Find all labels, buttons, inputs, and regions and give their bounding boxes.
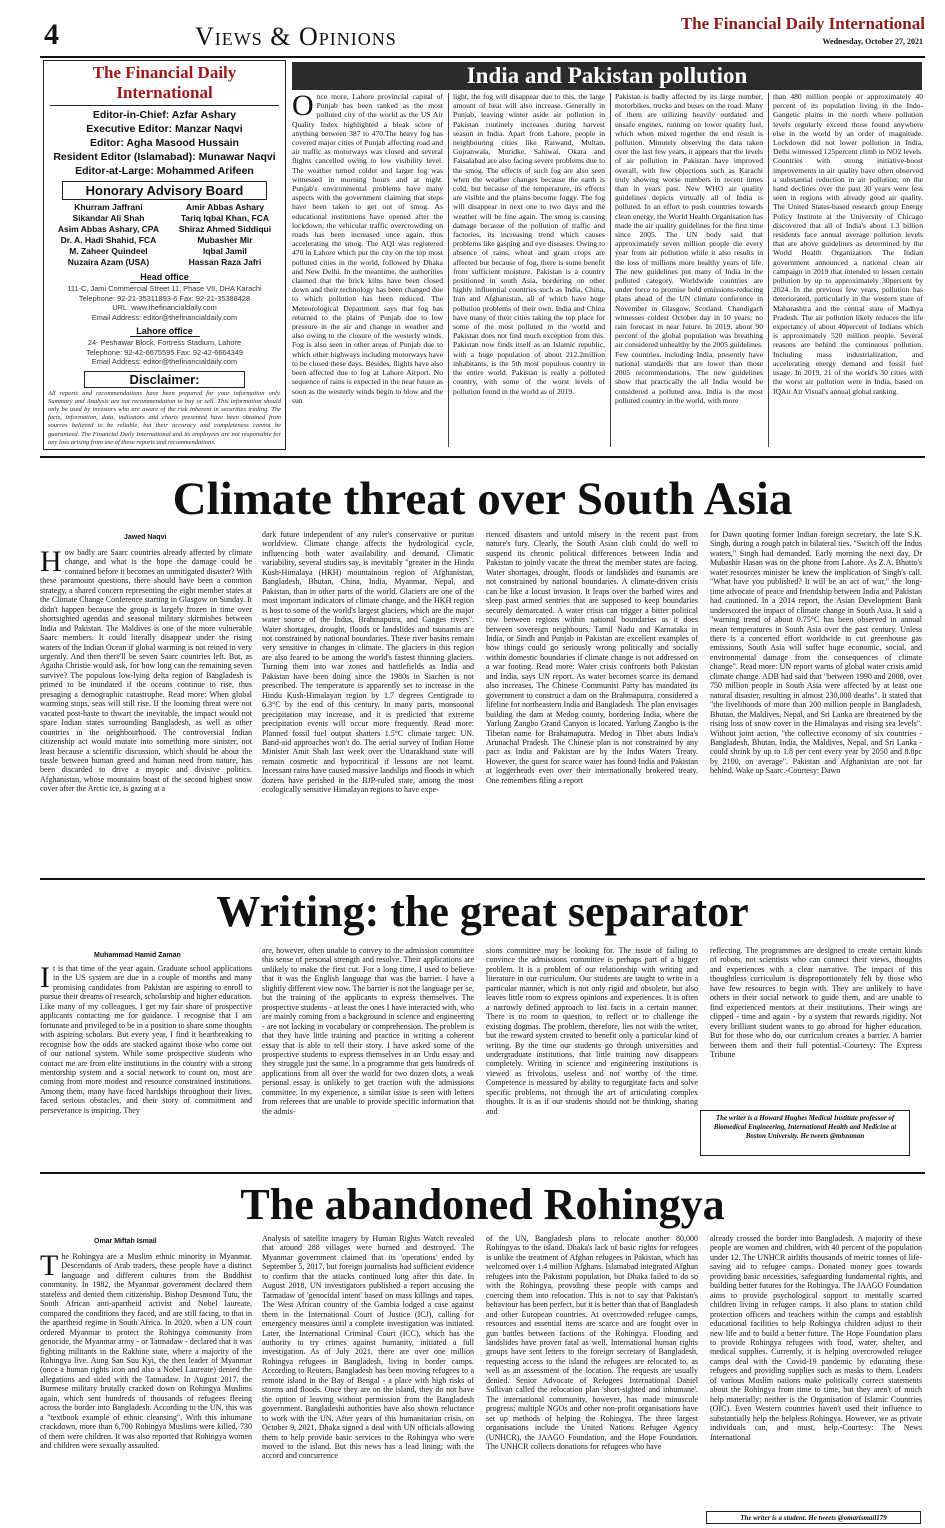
masthead-box [43, 60, 286, 450]
issue-date: Wednesday, October 27, 2021 [822, 37, 923, 46]
column-text: he Rohingya are a Muslim ethnic minority in Myanmar. Descendants of Arab traders, these people have a distinct language and different cultures from the Buddhist community. In 1982, the Myanmar government declared them stateless and denied them citizenship. Bishop Desmond Tutu, the South African anti-apartheid activist and Nobel laureate, compared the conditions they faced, and are still facing, to that in the apartheid regime in South Africa. In 2020, when a UN court ordered Myanmar to protect the Rohingya community from genocide, the Myanmar army - or Tatmadaw - declared that it was fighting militants in the Rakhine state, where a majority of the Rohingya live. Aung San Suu Kyi, the then leader of Myanmar (once a human rights icon and also a Nobel Laureate) denied the allegations and sided with the Tatmadaw. In August 2017, the Burmese military brutally cracked down on Rohingya Muslims again, which sent hundreds of thousands of refugees fleeing across the border into Bangladesh. According to the UN, this was a "textbook example of ethnic cleansing". With this inhumane crackdown, more than 6,700 Rohingya Muslims were killed, 730 of them were children. It was also reported that Rohingya women and children were sexually assaulted. [40, 1252, 252, 1451]
climate-column-1 [40, 548, 252, 870]
advisory-right-col [179, 202, 271, 268]
column-divider [768, 93, 769, 447]
climate-column-3: rienced disasters and untold misery in the recent past from nature's fury. Clearly, the South Asian club could do well to suspend its chronic political differences between India and Pakistan to jointly vacate the threat the member states are facing. Water shortages, drought, floods or landslides and tsunamis are not constrained by national boundaries. A climate-driven crisis can be like a locust invasion. It leaps over the barbed wires and sleep past armed sentries that are supposed to keep boundaries securely demarcated. A water crisis can trigger a bitter political row between regions within national boundaries as it does between sovereign neighbours. Tamil Nadu and Karnataka in India, or Sindh and Punjab in Pakistan are excellent examples of how things could go seriously wrong politically and socially within domestic boundaries if climate change is not addressed on a war footing. Read more: Water crisis confronts both Pakistan and India, says UN report. As water becomes scarce its demand also increases. The Chinese Communist Party has mandated its government to construct a dam on the Brahmaputra, considered a lifeline for northeastern India and Bangladesh. The plan envisages building the dam at Medog county, bordering India, where the Yarlung Zangbo Grand Canyon is located. Yarlung Zangbo is the Tibetan name for Brahamaputra. Medog in Tibet abuts India's Arunachal Pradesh. The Chinese plan is not constrained by any pact as India and Pakistan are by the Indus Waters Treaty. However, the quest for scarce water has found India and Pakistan at loggerheads even over their internationally brokered treaty. One remembers filing a report [486, 530, 698, 785]
advisory-board-title: Honorary Advisory Board [62, 181, 267, 200]
advisory-member: Khurram Jaffrani [74, 202, 143, 212]
rohingya-column-2: Analysis of satellite imagery by Human Rights Watch revealed that around 288 villages were burned and destroyed. The Myanmar government claimed that its 'operations' ended by September 5, 2017, but foreign journalists had sufficient evidence to confirm that the attacks continued long after this date. In August 2018, UN investigators published a report accusing the Tatmadaw of 'genocidal intent' based on mass killings and rapes. The West African country of the Gambia lodged a case against them in the International Court of Justice (ICJ), calling for emergency measures until a complete investigation was initiated. Later, the International Criminal Court (ICC), which has the authority to try crimes against humanity, initiated a full investigation. As of July 2021, there are over one million Rohingya refugees in Bangladesh, living in border camps. According to Reuters, Bangladesh has been moving refugees to a remote island in the Bay of Bengal - a place with high risks of storms and floods. Once they are on the island, they do not have the option of leaving without permission from the Bangladesh government. Bangladeshi authorities have also shown reluctance to work with the UN. After years of this humanitarian crisis, on October 9, 2021, Dhaka signed a deal with UN officials allowing them to help provide basic services to the Rohingya who were moved to the island. But this news has a lead lining; with the accord and concurrence [262, 1234, 474, 1461]
rohingya-byline: Omar Miftah Ismail [94, 1238, 157, 1245]
india-column-3: Pakistan is badly affected by its large number, motorbikes, trucks and buses on the road. Many of them are utilizing heavily outdated and unsafe engines, running on lower quality fuel, which when mixed together the end result is pollution. Minutely observing the data taken over the last few years, it appears that the levels of air pollution in Pakistan have improved overall, with few objections such as Karachi truly showing worse numbers in recent times than in years past. New WHO air quality guidelines depicts virtually all of India is polluted. In an effort to push countries towards clean energy, the World Health Organisation has made the air quality guidelines for the first time since 2005. The UN body said that approximately seven million people die every year from air pollution while it also results in the loss of millions more healthy years of life. The new guidelines put many of India in the polluted category. Worldwide countries are under force to promise bold emissions-reducing plans ahead of the UN climate conference in November in Glasgow, Scotland. Chandigarh witnesses coldest October day in 10 years; no rain forecast in near future. In 2019, about 90 percent of the global population was breathing air considered unhealthy by the 2005 guidelines. Few countries, including India, presently have national standards that are lower than those 2005 recommendations. The new guidelines show that practically the all India would be considered a polluted area. India is the most polluted country in the world, with more [615, 92, 763, 405]
lahore-office-line: 24- Peshawar Block, Fortress Stadium, Lahore [87, 338, 242, 347]
section-rule [40, 1172, 925, 1174]
head-office-url: URL: www.thefinancialdaily.com [112, 303, 217, 312]
column-divider [610, 93, 611, 447]
head-office-line: Telephone: 92-21-35311893-6 Fax: 92-21-35388428 [78, 293, 251, 303]
disclaimer-title: Disclaimer: [84, 371, 245, 388]
staff-line: Editor-in-Chief: Azfar Ashary [92, 109, 237, 121]
head-office-title: Head office [130, 272, 200, 283]
section-rule [40, 456, 925, 458]
writing-column-3: sions committee may be looking for. The issue of failing to convince the admissions committee is perhaps part of a bigger problem. It is a problem of our relationship with writing and literature in our curriculum. Our students are taught to write in a particular manner, which is not only rigid and obsolete, but also leaves little room to express opinions and experiences. It is often a narrowly defined approach to list facts in a certain manner. There is no room to question, to reflect or to challenge the existing dogmas. The problem, therefore, lies not with the writer, but the reward system created to benefit only a particular kind of writing. By the time our students go through universities and undergraduate institutions, that little training now disappears completely. Writing in science and engineering institutions is viewed as frivolous, useless and not worthy of the time. Competence is measured by ability to regurgitate facts and solve specific problems, not through the art of articulating complex thoughts. It is as if our students should not be thinking, sharing and [486, 946, 698, 1116]
lahore-office-title: Lahore office [130, 326, 200, 337]
section-title: Views & Opinions [195, 22, 397, 51]
dropcap: O [292, 92, 314, 122]
section-rule [40, 878, 925, 880]
advisory-member: M. Zaheer Quindeel [69, 246, 148, 256]
lahore-office-email: Email Address: editor@thefinancialdaily.com [91, 357, 238, 366]
page-number: 4 [44, 18, 59, 51]
climate-column-4: for Dawn quoting former Indian foreign secretary, the late S.K. Singh, during a rough patch in bilateral ties. "Switch off the Indus waters," Singh had demanded. Early morning the next day, Dr Mubashir Hasan was on the phone from Lahore. As Z.A. Bhutto's water resources minister he knew the implication of Singh's call. "What have you published? It will be an act of war," the long-time advocate of peace and friendship between India and Pakistan had cautioned. In a 2014 report, the Asian Development Bank underscored the impact of climate change in South Asia. It said a "warning trend of about 0.75°C has been observed in annual mean temperatures in South Asia over the past century. Unless there is a concerted effort worldwide to cut greenhouse gas emissions, South Asia will suffer huge economic, social, and environmental damage from the consequences of climate change". Read more: UN report warns of global water crisis amid climate change. ADB had said that "between 1990 and 2008, over 750 million people in South Asia were affected by at least one natural disaster, resulting in almost 230,000 deaths". It stated that "the livelihoods of more than 200 million people in Bangladesh, Bhutan, the Maldives, Nepal, and Sri Lanka are threatened by the rising loss of snow cover in the Himalayas and rising sea levels". Without joint action, "the collective economy of six countries - Bangladesh, Bhutan, India, the Maldives, Nepal, and Sri Lanka - could shrink by up to 1.8 per cent every year by 2050 and 8.8pc by 2100, on average". Pakistan and Afghanistan are not far behind. Wake up Saarc.-Courtesy: Dawn [710, 530, 922, 776]
advisory-member: Nuzaira Azam (USA) [67, 257, 150, 267]
india-column-1 [292, 92, 443, 448]
masthead-title: The Financial Daily International [50, 63, 279, 106]
head-office-line: 111-C, Jami Commercial Street 11, Phase VII, DHA Karachi [67, 284, 262, 293]
climate-column-2: dark future independent of any ruler's conservative or puritan worldview. Climate change affects the hydrological cycle, influencing both water availability and demand. Climatic variability, several studies say, is inevitably "greater in the Hindu Kush-Himalaya (HKH) mountainous region of Afghanistan, Bangladesh, Bhutan, China, India, Myanmar, Nepal, and Pakistan, than in other parts of the world. Glaciers are one of the most important indicators of climate change, and the HKH region is host to some of the world's largest glaciers, which are the major water source of the Indus, Brahmaputra, and Ganges rivers". Water shortages, drought, floods or landslides and tsunamis are not constrained by national boundaries. These river basins remain very sensitive to changes in climate. The glaciers in this region are also feared to be among the world's fastest thinning glaciers. Turning them into war zones and battlefields as India and Pakistan have been doing since the 1980s in Siachen is not prescribed. The temperature is apparently set to increase in the Hindu Kush-Himalayan region by 1.7 degrees Centigrade to 6.3°C by the end of this century. In many parts, monsoonal precipitation may increase, and it is predicted that extreme precipitation events will occur more frequently. Read more: Planned fossil fuel output shatters 1.5°C climate target: UN. Band-aid approaches won't do. The aerial survey of Indian Home Minister Amit Shah last week over the Uttarakhand state will remain cosmetic and hypocritical if lessons are not learnt. Incessant rains have caused massive landslips and floods in which dozens have perished in the BJP-ruled state, among the most ecologically sensitive Himalayan regions to have expe- [262, 530, 474, 795]
rohingya-headline: The abandoned Rohingya [240, 1180, 725, 1229]
climate-headline: Climate threat over South Asia [172, 473, 793, 525]
writing-column-4: reflecting. The programmes are designed to create certain kinds of robots, not scientists who can connect their views, thoughts and experiences with a clear narrative. The impact of this thoughtless curriculum is disproportionately felt by those who have few resources to begin with. They are unlikely to have others in their social network to guide them, and are unable to find experienced mentors at their institutions. Their wings are clipped - time and again - by a system that rewards rigidity. Not every brilliant student wants to go abroad for higher education. But for those who do, our curriculum creates a barrier. A barrier between them and their full potential.-Courtesy: The Express Tribune [710, 946, 922, 1059]
advisory-member: Tariq Iqbal Khan, FCA [180, 213, 270, 223]
advisory-member: Hassan Raza Jafri [188, 257, 262, 267]
dropcap: I [40, 964, 50, 994]
header-rule [40, 56, 925, 58]
rohingya-column-1 [40, 1252, 252, 1524]
advisory-member: Mubasher Mir [197, 235, 253, 245]
column-text: ow badly are Saarc countries already affected by climate change, and what is the hope the damage could be contained before it becomes an unmitigated disaster? With these paramount questions, there should have been a common strategy, a shared concern representing the eight member states at the Climate Change Conference starting in Glasgow on Sunday. It didn't happen because the group is largely frozen in time over shortsighted agendas and seasonal military skirmishes between India and Pakistan. The Maldives is one of the more vulnerable Saarc members. It could literally disappear under the rising waters of the Indian Ocean if global warming is not reined in very urgently. And then there'll be seven Saarc countries left. But, as Agatha Christie would ask, for how long can the remaining seven survive? The populous low-lying delta region of Bangladesh is primed to be inundated if the oceans continue to rise, thus presaging a demographic catastrophe. Read more: When global warming stops, seas will still rise. If the looming threat were not vacated post-haste to thwart the inevitable, the impact would not spare Indian states surrounding Bangladesh, as well as other countries in the neighbourhood. The controversial Indian citizenship act would mutate into something more sinister, not least because a scientific discussion, which should be about the tussle between human greed and human need from nature, has been discarded to drive a myopic and divisive politics. Afghanistan, whose mountains boast of the second highest snow cover after the Arctic ice, is gazing at a [40, 548, 252, 794]
column-text: t is that time of the year again. Graduate school applications in the US system are due in a couple of months and many promising candidates from Pakistan are aspiring to enroll to pursue their dreams of research, scholarship and higher education. Like many of my colleagues, I get my fair share of prospective applicants contacting me for guidance. I recognise that I am fortunate and privileged to be in a position to share some thoughts with aspiring scholars. But every year, I find it heartbreaking to recognise how the odds are stacked against those who come out of our national system. While some prospective students who contact me are from elite institutions in the country with a strong mentorship system and a social network to count on, most are coming from more modest and resource constrained institutions. Among them, many have faced hardships throughout their lives, faced serious obstacles, and their story of commitment and perseverance is inspiring. They [40, 964, 252, 1115]
climate-byline: Jawed Naqvi [124, 534, 167, 541]
writing-author-bio: The writer is a Howard Hughes Medical Institute professor of Biomedical Engineering, International Health and Medicine at Boston University. He tweets @mhzaman [700, 1110, 910, 1156]
brand-name: The Financial Daily International [680, 14, 925, 33]
advisory-member: Asim Abbas Ashary, CPA [57, 224, 159, 234]
advisory-member: Iqbal Jamil [202, 246, 247, 256]
dropcap: H [40, 548, 62, 578]
india-column-4: than 480 million people or approximately 40 percent of its population living in the Indo-Gangetic plains in the north where pollution levels regularly exceed those found anywhere else in the world by an order of magnitude. Lockdown did not lower pollution in India, Delhi witnessed 125percent climb in NO2 levels. Countries with strong initiative-boost improvements in air quality have often observed a substantial reduction in air pollution; on the hand declines over the past 30 years were less seen in regions with already good air quality. The United States-based research group Energy Policy Institute at the University of Chicago discovered that all of India's about 1.3 billion residents face annual average pollution levels that are above guidelines as determined by the World Health Organization. The Indian government announced a national clean air campaign in 2019 that intended to lessen certain pollution by up to approximately 30percent by 2024. In the previous few years, pollution has deteriorated, particularly in the western state of Maharashtra and the central state of Madhya Pradesh. The air pollution likely reduces the life expectancy of about 40percent of Indians which is approximately 520 million people. Several reasons are behind the continuous pollution. Including mass industrialization, and accelerating energy demand and fossil fuel usage. In 2019, 21 of the world's 30 cities with the worst air pollution were in India, based on IQAir Air Visual's annual global ranking. [773, 92, 923, 396]
advisory-board-list [48, 202, 281, 268]
advisory-left-col [58, 202, 159, 268]
column-divider [448, 93, 449, 447]
staff-line: Editor: Agha Masood Hussain [90, 137, 239, 149]
disclaimer-text: All reports and recommendations have been prepared for your information only. Summary and Analysis are not recommendation to buy or sell. This information should only be used by investors who are aware of the risk inherent in securities trading. The facts, information, data, indicators and charts presented have been obtained from sources believed to be reliable, but their accuracy and completeness cannot be guaranteed. The Financial Daily International and its employees are not responsible for any loss arising from use of these reports and recommendations. [48, 389, 281, 446]
india-column-2: light, the fog will disappear due to this, the large amount of heat will also increase. Generally in Punjab, leaving winter aside air pollution in Pakistan routinely increases during harvest season in India. Apart from Lahore, people in neighbouring cities like Raiwand, Multan, Gujranwala, Muridke, Sahiwal, Okara and Faisalabad are also facing severe problems due to the smog. The effects of such fog are also seen when the weather changes because the earth is cold, but because of the temperature, its effects are visible and the plains become foggy. The fog will disappear in next one to two days and the weather will be fine again. The smog is causing damage because of the pollution of traffic and factories, its increasing trend which causes problems like gasping and eye diseases. Owing to absence of rains, wheat and gram crops are affected but because of fog, there is some benefit from sufficient moisture. Pakistan is a country positioned in south Asia, bordering on other highly influential countries such as India, China, Iran and Afghanistan, all of which have huge pollution problems of their own. India and China have many of their cities taking the top place for some of the most polluted in the world and Pakistan does not find much exception from this. Pakistan now finds itself as an Islamic republic, with a huge population of about 212.2million inhabitants, is the 5th most populous country in the entire world. Pakistan is really a polluted country, with some of the worst levels of pollution found in the world as of 2019. [453, 92, 605, 396]
rohingya-column-4: already crossed the border into Bangladesh. A majority of these people are women and children, with 40 percent of the population under 12. The UNHCR airlifts thousands of metric tonnes of life-saving aid to refugee camps. Donated money goes towards providing basic necessities, safeguarding fundamental rights, and building better futures for the Rohingya. The JAAGO Foundation aims to provide psychological support to mentally scarred children living in refugee camps. It also plans to station child protection officers and teachers within the camps and establish educational facilities to help Rohingya children adjust to their new life and to build a better future. The Hope Foundation plans to provide Rohingya refugees with food, water, shelter, and medical supplies. Currently, it is helping overcrowded refugee camps deal with the Covid-19 pandemic by educating these refugees and providing supplies such as masks to them. Leaders of various Muslim nations make politically correct statements about the Rohingya from time to time, but they aren't of much help materially; neither is the Organisation of Islamic Countries (OIC). Even Western countries haven't used their influence to substantially help the helpless Rohingya. However, we as private individuals can, and must, help.-Courtesy: The News International [710, 1234, 922, 1442]
column-text: nce more, Lahore provincial capital of Punjab has been ranked as the most polluted city of the world as the US Air Quality Index highlighted a bleak score of anything between 387 to 470.The heavy fog has covered major cities of Punjab affecting road and air traffic as motorways was closed and several flights cancelled owing to low visibility level. The weather turned colder and larger fog was witnessed in morning hours and at night. Punjab's environmental problems have many aspects with the government claiming that steps have been taken to get out of smog. As educational institutions have opened after the lockdown, the vehicular traffic overcrowding on roads has been increased once again, thus accelerating the smog. The AQI was registered 470 in Lahore which put the city on the top most polluted cities in the world, followed by Dhaka and New Delhi. In the meantime, the authorities claimed that the brick kilns have been closed down and their technology has been changed due to which pollution has been reduced. The Meteorological Department says that fog has returned to the plains of Punjab due to low pressure in the air and change in weather and also owing to the closure of the westerly winds. Fog is also seen in other areas of Punjab due to which other highways including motorways have to be closed these days. Besides, flights have also been affected due to fog at Lahore Airport. No sequence of rains is expected in the near future as soon as the westerly winds begin to blow and the sun [292, 92, 443, 405]
writing-byline: Muhammad Hamid Zaman [94, 952, 181, 959]
advisory-member: Dr. A. Hadi Shahid, FCA [60, 235, 157, 245]
advisory-member: Amir Abbas Ashary [185, 202, 265, 212]
staff-line: Executive Editor: Manzar Naqvi [86, 123, 243, 135]
writing-headline: Writing: the great separator [216, 887, 749, 936]
staff-line: Editor-at-Large: Mohammed Arifeen [75, 165, 254, 177]
writing-column-1 [40, 964, 252, 1164]
lahore-office-line: Telephone: 92-42-6675595 Fax: 92-42-6664349 [86, 347, 243, 357]
advisory-member: Sikandar Ali Shah [72, 213, 145, 223]
advisory-member: Shiraz Ahmed Siddiqui [178, 224, 272, 234]
dropcap: T [40, 1252, 59, 1282]
head-office-email: Email Address: editor@thefinancialdaily.com [91, 312, 238, 322]
writing-column-2: are, however, often unable to convey to the admission committee this sense of personal strength and resolve. Their applications are unlikely to make the first cut. For a long time, I used to believe that it was the English language that was the barrier. I have a slightly different view now. The barrier is not the language per se, but the training of the applicants to express themselves. The prospective students - at least the ones I have interacted with, who are mainly coming from a background in science and engineering - are not lacking in vocabulary or comprehension. The problem is that they have little training and practice in writing a coherent essay that is able to tell their story. I have asked some of the prospective students to express themselves in an Urdu essay and they struggle just the same. In a programme that gets hundreds of applications from all over the world for two dozen slots, a weak personal essay is unlikely to get traction with the admissions committee. In my experience, a similar issue is seen with letters from referees that are unable to provide specific information that the admis- [262, 946, 474, 1116]
rohingya-author-note: The writer is a student. He tweets @omarismail179 [706, 1511, 921, 1524]
india-pakistan-headline: India and Pakistan pollution [292, 62, 922, 90]
staff-line: Resident Editor (Islamabad): Munawar Naqvi [53, 151, 276, 163]
rohingya-column-3: of the UN, Bangladesh plans to relocate another 80,000 Rohingyas to the island. Dhaka's lack of basic rights for refugees is unlike the treatment of Afghan refugees in Pakistan, which has welcomed over 1.4 million Afghans. Islamabad integrated Afghan refugees into the Pakistani population, but Dhaka failed to do so with the Rohingya, providing these people with camps and coercing them into relocation. This is not to say that Pakistan's behaviour has been perfect, but it is better than that of Bangladesh and other European countries. At overcrowded refugee camps, resources and essential items are scarce and are fought over in gun battles between factions of the Rohingya. Flooding and landslides have proven fatal as well. International human rights groups have sent letters to the foreign secretary of Bangladesh, requesting access to the island the refugees are relocated to, as well as an assessment of the location. The requests are usually denied. Senior Advocate of Refugees International Daniel Sullivan called the relocation plan 'short-sighted and inhumane'. The international community, however, has made minuscule progress; multiple NGOs and other non-profit organisations have set up methods of helping the Rohingya. The three largest organisations include the United Nations Refugee Agency (UNHCR), the JAAGO Foundation, and the Hope Foundation. The UNHCR collects donations for refugees who have [486, 1234, 698, 1451]
